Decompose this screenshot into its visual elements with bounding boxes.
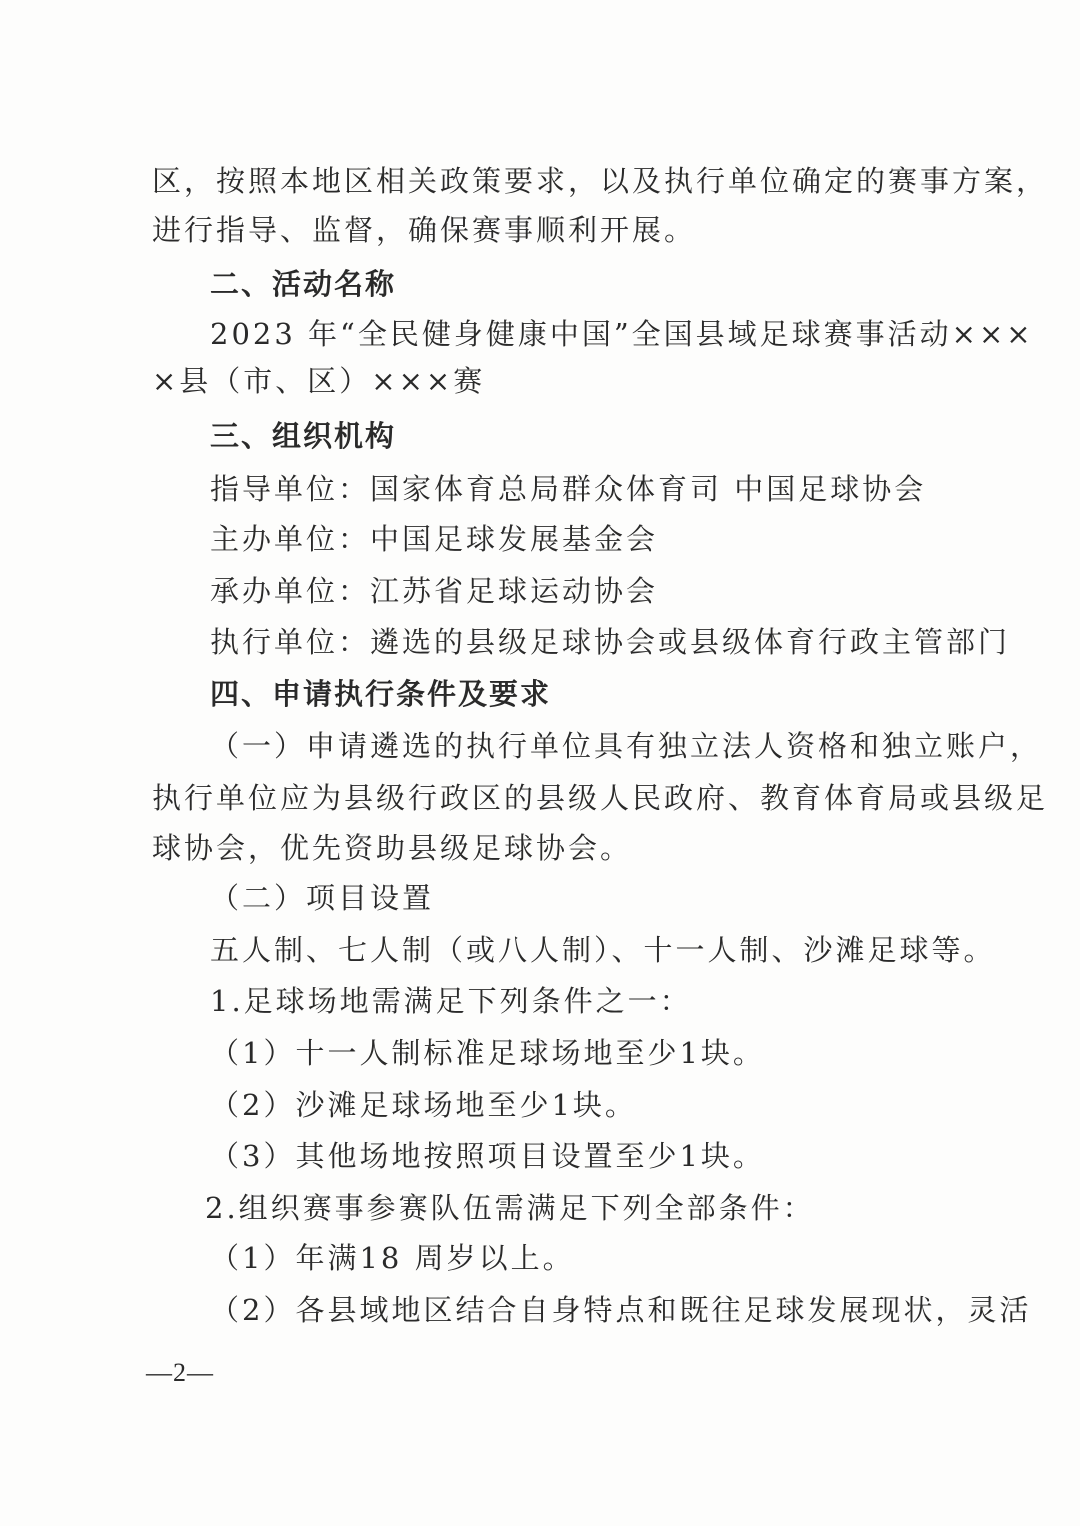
section-heading: 三、组织机构 <box>210 419 397 453</box>
section-heading: 四、申请执行条件及要求 <box>210 677 552 711</box>
body-text-line: 指导单位：国家体育总局群众体育司 中国足球协会 <box>210 472 927 506</box>
body-text-line: （1）十一人制标准足球场地至少1块。 <box>210 1036 765 1070</box>
body-text-line: 五人制、七人制（或八人制）、十一人制、沙滩足球等。 <box>210 933 996 967</box>
body-text-line: （二）项目设置 <box>210 881 435 915</box>
body-text-line: 主办单位：中国足球发展基金会 <box>210 522 659 556</box>
body-text-line: 承办单位：江苏省足球运动协会 <box>210 574 659 608</box>
body-text-line: （2）各县域地区结合自身特点和既往足球发展现状，灵活 <box>210 1293 1032 1327</box>
body-text-line: 执行单位：遴选的县级足球协会或县级体育行政主管部门 <box>210 625 1011 659</box>
body-text-line: 进行指导、监督，确保赛事顺利开展。 <box>152 213 697 247</box>
body-text-line: 执行单位应为县级行政区的县级人民政府、教育体育局或县级足 <box>152 781 1049 815</box>
body-text-line: 球协会，优先资助县级足球协会。 <box>152 831 633 865</box>
body-text-line: （3）其他场地按照项目设置至少1块。 <box>210 1139 765 1173</box>
page-number: —2— <box>146 1358 214 1387</box>
body-text-line: （2）沙滩足球场地至少1块。 <box>210 1088 637 1122</box>
body-text-line: 区，按照本地区相关政策要求，以及执行单位确定的赛事方案， <box>152 164 1049 198</box>
body-text-line: 2.组织赛事参赛队伍需满足下列全部条件： <box>205 1191 815 1225</box>
body-text-line: （1）年满18 周岁以上。 <box>210 1241 575 1275</box>
body-text-line: （一）申请遴选的执行单位具有独立法人资格和独立账户， <box>210 729 1043 763</box>
section-heading: 二、活动名称 <box>210 267 397 301</box>
body-text-line: 1.足球场地需满足下列条件之一： <box>210 984 692 1018</box>
body-text-line: 2023 年“全民健身健康中国”全国县域足球赛事活动××× <box>210 317 1034 351</box>
body-text-line: ×县（市、区）×××赛 <box>152 364 486 398</box>
